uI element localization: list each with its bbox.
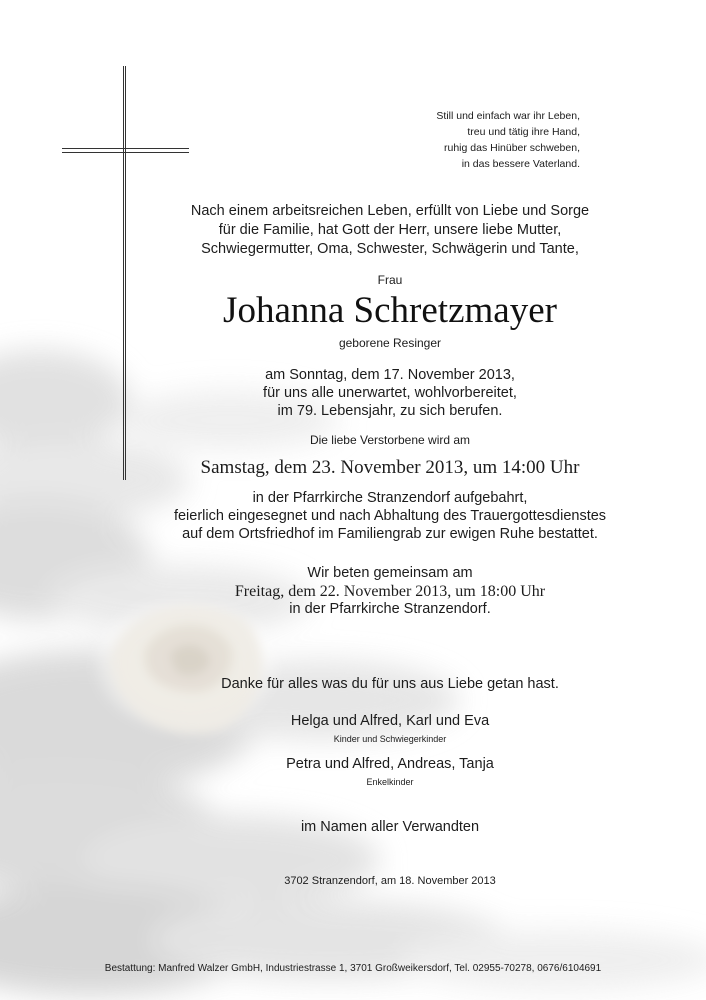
poem-line: treu und tätig ihre Hand,: [467, 126, 580, 138]
prayer-place: in der Pfarrkirche Stranzendorf.: [289, 601, 491, 617]
family-names: Petra und Alfred, Andreas, Tanja: [286, 756, 494, 772]
prayer-intro: Wir beten gemeinsam am: [307, 565, 473, 581]
funeral-line: in der Pfarrkirche Stranzendorf aufgebahrt,: [252, 490, 528, 506]
poem-line: in das bessere Vaterland.: [461, 158, 580, 170]
intro-line: für die Familie, hat Gott der Herr, unsere liebe Mutter,: [218, 222, 562, 238]
death-line: für uns alle unerwartet, wohlvorbereitet,: [263, 385, 517, 401]
death-line: im 79. Lebensjahr, zu sich berufen.: [277, 403, 503, 419]
funeral-line: feierlich eingesegnet und nach Abhaltung des Trauergottesdienstes: [173, 508, 607, 524]
funeral-line: auf dem Ortsfriedhof im Familiengrab zur ewigen Ruhe bestattet.: [182, 526, 598, 542]
poem: [360, 108, 580, 172]
funeral-intro: Die liebe Verstorbene wird am: [309, 433, 471, 447]
intro-line: Nach einem arbeitsreichen Leben, erfüllt von Liebe und Sorge: [190, 203, 590, 219]
poem-line: ruhig das Hinüber schweben,: [444, 142, 580, 154]
relatives-text: im Namen aller Verwandten: [300, 819, 480, 835]
poem-line: Still und einfach war ihr Leben,: [436, 110, 580, 122]
intro-line: Schwiegermutter, Oma, Schwester, Schwägerin und Tante,: [201, 241, 579, 257]
funeral-date: Samstag, dem 23. November 2013, um 14:00 Uhr: [200, 457, 580, 478]
funeral-home-footer: Bestattung: Manfred Walzer GmbH, Industriestrasse 1, 3701 Großweikersdorf, Tel. 02955-70278, 0676/6104691: [104, 963, 602, 974]
prayer-date: Freitag, dem 22. November 2013, um 18:00 Uhr: [234, 583, 546, 600]
family-role: Enkelkinder: [366, 777, 414, 787]
family-role: Kinder und Schwiegerkinder: [333, 734, 447, 744]
family-names: Helga und Alfred, Karl und Eva: [290, 713, 490, 729]
maiden-name: geborene Resinger: [338, 336, 442, 350]
deceased-name: Johanna Schretzmayer: [223, 290, 557, 331]
death-line: am Sonntag, dem 17. November 2013,: [265, 367, 515, 383]
thanks-text: Danke für alles was du für uns aus Liebe getan hast.: [221, 676, 559, 692]
place-date: 3702 Stranzendorf, am 18. November 2013: [284, 875, 496, 887]
cross-beam: [62, 148, 189, 153]
title: Frau: [377, 273, 403, 287]
